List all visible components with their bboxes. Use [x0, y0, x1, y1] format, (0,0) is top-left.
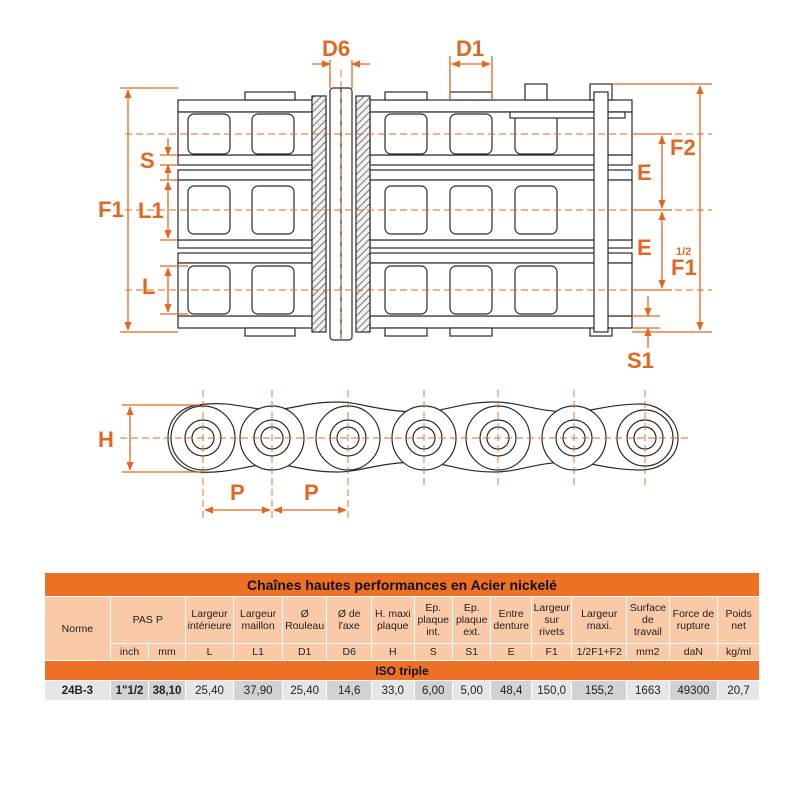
- cell-norme: 24B-3: [45, 681, 111, 701]
- header-hauteur-plaque: H. maxi plaque: [371, 597, 414, 644]
- cell-f1: 150,0: [531, 681, 571, 701]
- unit-cell: S: [414, 644, 452, 661]
- label-d6: D6: [322, 36, 351, 61]
- unit-cell: mm: [149, 644, 185, 661]
- header-force-rupture: Force de rupture: [669, 597, 718, 644]
- unit-cell: mm2: [627, 644, 670, 661]
- header-surface-travail: Surface de travail: [627, 597, 670, 644]
- header-pas-p: PAS P: [110, 597, 185, 644]
- header-norme: Norme: [45, 597, 111, 661]
- unit-cell: D1: [282, 644, 327, 661]
- section-iso-triple: ISO triple: [45, 661, 760, 681]
- table-title: Chaînes hautes performances en Acier nickelé: [45, 573, 760, 597]
- table-row: [45, 681, 760, 701]
- cell-force: 49300: [669, 681, 718, 701]
- rivet-pin: [594, 92, 608, 332]
- table-unit-row: [45, 644, 760, 661]
- label-d1: D1: [456, 36, 485, 61]
- table-header-row: [45, 597, 760, 644]
- label-p-right: P: [304, 480, 319, 505]
- cell-d1: 25,40: [282, 681, 327, 701]
- label-half-f1: F1: [671, 255, 697, 280]
- label-h: H: [98, 427, 114, 452]
- label-half-fraction: 1/2: [676, 246, 692, 258]
- label-s1: S1: [627, 348, 654, 373]
- unit-cell: L1: [234, 644, 283, 661]
- unit-cell: F1: [531, 644, 571, 661]
- label-s: S: [140, 148, 155, 173]
- header-largeur-rivets: Largeur sur rivets: [531, 597, 571, 644]
- unit-cell: 1/2F1+F2: [572, 644, 627, 661]
- header-ep-plaque-ext: Ep. plaque ext.: [452, 597, 490, 644]
- unit-cell: S1: [452, 644, 490, 661]
- cell-l1: 37,90: [234, 681, 283, 701]
- header-poids-net: Poids net: [718, 597, 760, 644]
- unit-cell: inch: [110, 644, 148, 661]
- label-f1: F1: [98, 197, 124, 222]
- chain-top-view: [125, 70, 712, 345]
- unit-cell: kg/ml: [718, 644, 760, 661]
- header-largeur-maillon: Largeur maillon: [234, 597, 283, 644]
- cell-pas-inch: 1"1/2: [110, 681, 148, 701]
- cell-e: 48,4: [491, 681, 531, 701]
- header-axe: Ø de l'axe: [327, 597, 372, 644]
- chain-side-view: [120, 390, 690, 520]
- header-entre-denture: Entre denture: [491, 597, 531, 644]
- cell-h: 33,0: [371, 681, 414, 701]
- label-p-left: P: [230, 480, 245, 505]
- unit-cell: L: [185, 644, 234, 661]
- header-rouleau: Ø Rouleau: [282, 597, 327, 644]
- header-largeur-interieure: Largeur intérieure: [185, 597, 234, 644]
- cell-s: 6,00: [414, 681, 452, 701]
- cell-poids: 20,7: [718, 681, 760, 701]
- header-ep-plaque-int: Ep. plaque int.: [414, 597, 452, 644]
- unit-cell: daN: [669, 644, 718, 661]
- cell-f2: 155,2: [572, 681, 627, 701]
- spec-table: [44, 572, 760, 701]
- cell-d6: 14,6: [327, 681, 372, 701]
- cell-l: 25,40: [185, 681, 234, 701]
- cell-pas-mm: 38,10: [149, 681, 185, 701]
- label-l: L: [142, 274, 156, 299]
- unit-cell: H: [371, 644, 414, 661]
- label-f2: F2: [670, 135, 696, 160]
- label-e-upper: E: [637, 160, 652, 185]
- label-e-lower: E: [637, 235, 652, 260]
- unit-cell: E: [491, 644, 531, 661]
- cell-s1: 5,00: [452, 681, 490, 701]
- cell-surface: 1663: [627, 681, 670, 701]
- label-l1: L1: [138, 198, 164, 223]
- unit-cell: D6: [327, 644, 372, 661]
- header-largeur-maxi: Largeur maxi.: [572, 597, 627, 644]
